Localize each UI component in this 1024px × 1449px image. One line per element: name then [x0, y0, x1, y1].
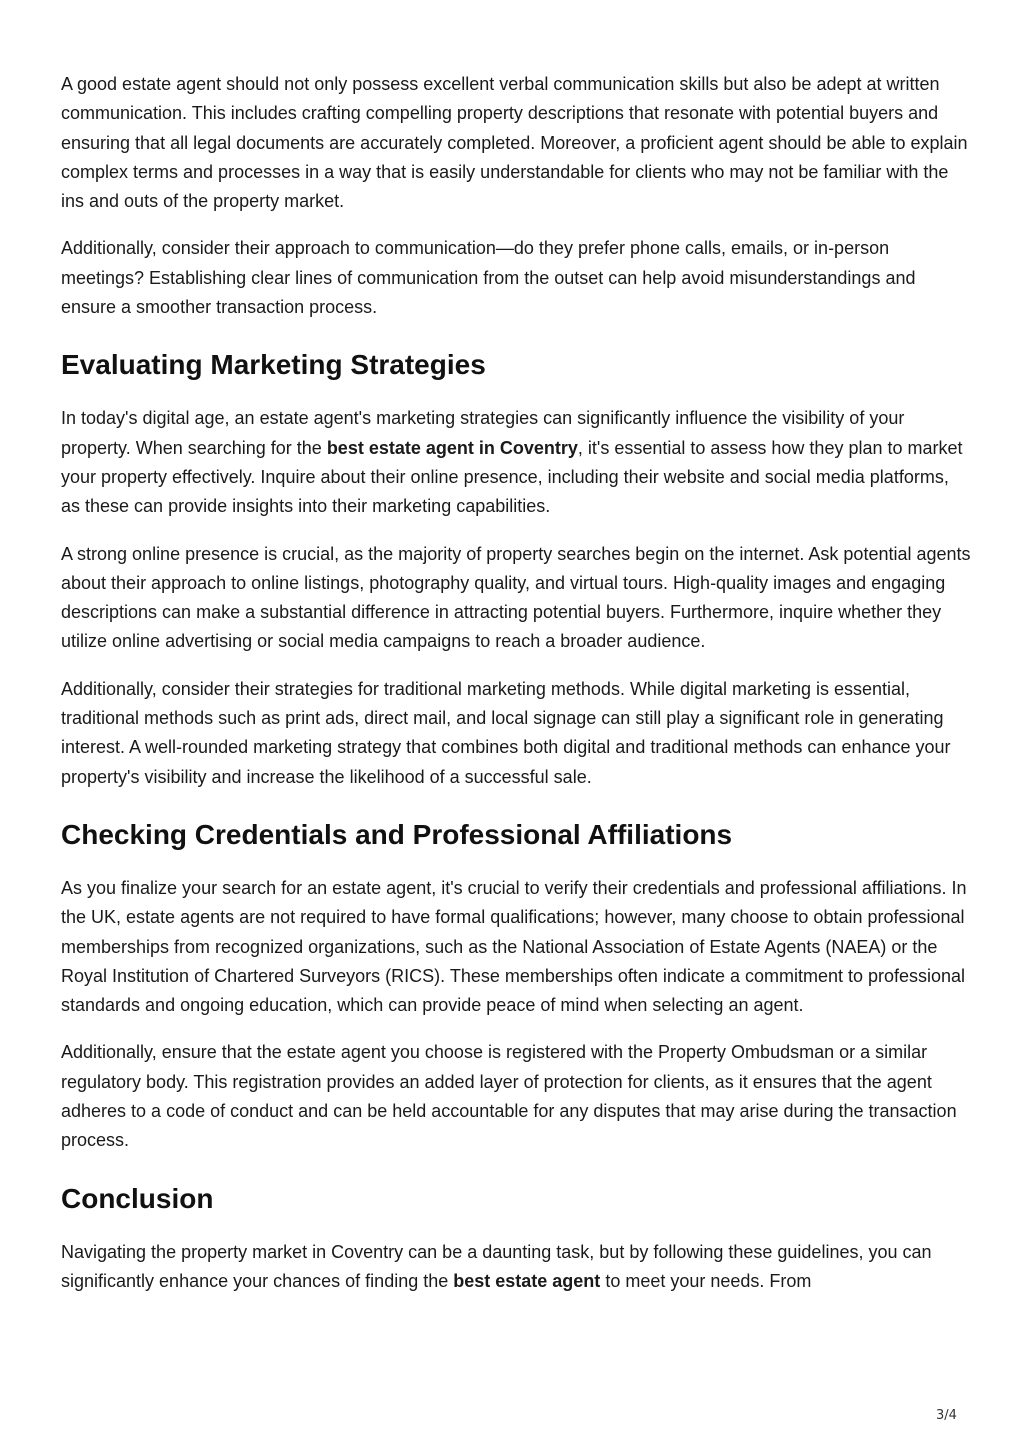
heading-checking-credentials: Checking Credentials and Professional Affiliations — [61, 818, 733, 850]
paragraph-conclusion — [61, 1238, 971, 1297]
paragraph-text: to meet your needs. From — [600, 1270, 812, 1291]
paragraph-traditional-marketing: Additionally, consider their strategies for traditional marketing methods. While digital marketing is essential, traditional methods such as print ads, direct mail, and local signage can still play a significant role in generating interest. A well-rounded marketing strategy that combines both digital and traditional methods can enhance your property's visibility and increase the likelihood of a successful sale. — [61, 678, 951, 787]
paragraph-text: In today's digital age, an estate agent's marketing strategies can significantly influence the visibility of your property. When searching for the — [61, 408, 905, 458]
paragraph-ombudsman: Additionally, ensure that the estate agent you choose is registered with the Property Ombudsman or a similar regulatory body. This registration provides an added layer of protection for clients, as it ensures that the agent adheres to a code of conduct and can be held accountable for any disputes that may arise during the transaction process. — [61, 1042, 957, 1151]
heading-evaluating-marketing: Evaluating Marketing Strategies — [61, 349, 486, 381]
bold-keyword: best estate agent — [453, 1270, 601, 1291]
paragraph-credentials: As you finalize your search for an estate agent, it's crucial to verify their credentials and professional affiliations. In the UK, estate agents are not required to have formal qualifications; however, many choose to obtain professional memberships from recognized organizations, such as the National Association of Estate Agents (NAEA) or the Royal Institution of Chartered Surveyors (RICS). These memberships often indicate a commitment to professional standards and ongoing education, which can provide peace of mind when selecting an agent. — [61, 877, 967, 1016]
paragraph-written-communication: A good estate agent should not only possess excellent verbal communication skills but also be adept at written communication. This includes crafting compelling property descriptions that resonate with potential buyers and ensuring that all legal documents are accurately completed. Moreover, a proficient agent should be able to explain complex terms and processes in a way that is easily understandable for clients who may not be familiar with the ins and outs of the property market. — [61, 74, 968, 212]
document-body — [61, 70, 971, 1314]
heading-conclusion: Conclusion — [61, 1182, 214, 1214]
paragraph-text: Navigating the property market in Coventry can be a daunting task, but by following these guidelines, you can significantly enhance your chances of finding the — [61, 1241, 932, 1291]
paragraph-communication-approach: Additionally, consider their approach to communication—do they prefer phone calls, emails, or in-person meetings? Establishing clear lines of communication from the outset can help avoid misunderstandings and ensure a smoother transaction process. — [61, 238, 916, 318]
bold-keyword: best estate agent in Coventry — [326, 437, 578, 458]
page-number: 3/4 — [936, 1408, 957, 1423]
paragraph-digital-age — [61, 404, 971, 521]
paragraph-text: , it's essential to assess how they plan to market your property effectively. Inquire about their online presence, including their website and social media platforms, as these can provide insights into their marketing capabilities. — [61, 437, 963, 517]
paragraph-online-presence: A strong online presence is crucial, as the majority of property searches begin on the internet. Ask potential agents about their approach to online listings, photography quality, and virtual tours. High-quality images and engaging descriptions can make a substantial difference in attracting potential buyers. Furthermore, inquire whether they utilize online advertising or social media campaigns to reach a broader audience. — [61, 543, 971, 652]
